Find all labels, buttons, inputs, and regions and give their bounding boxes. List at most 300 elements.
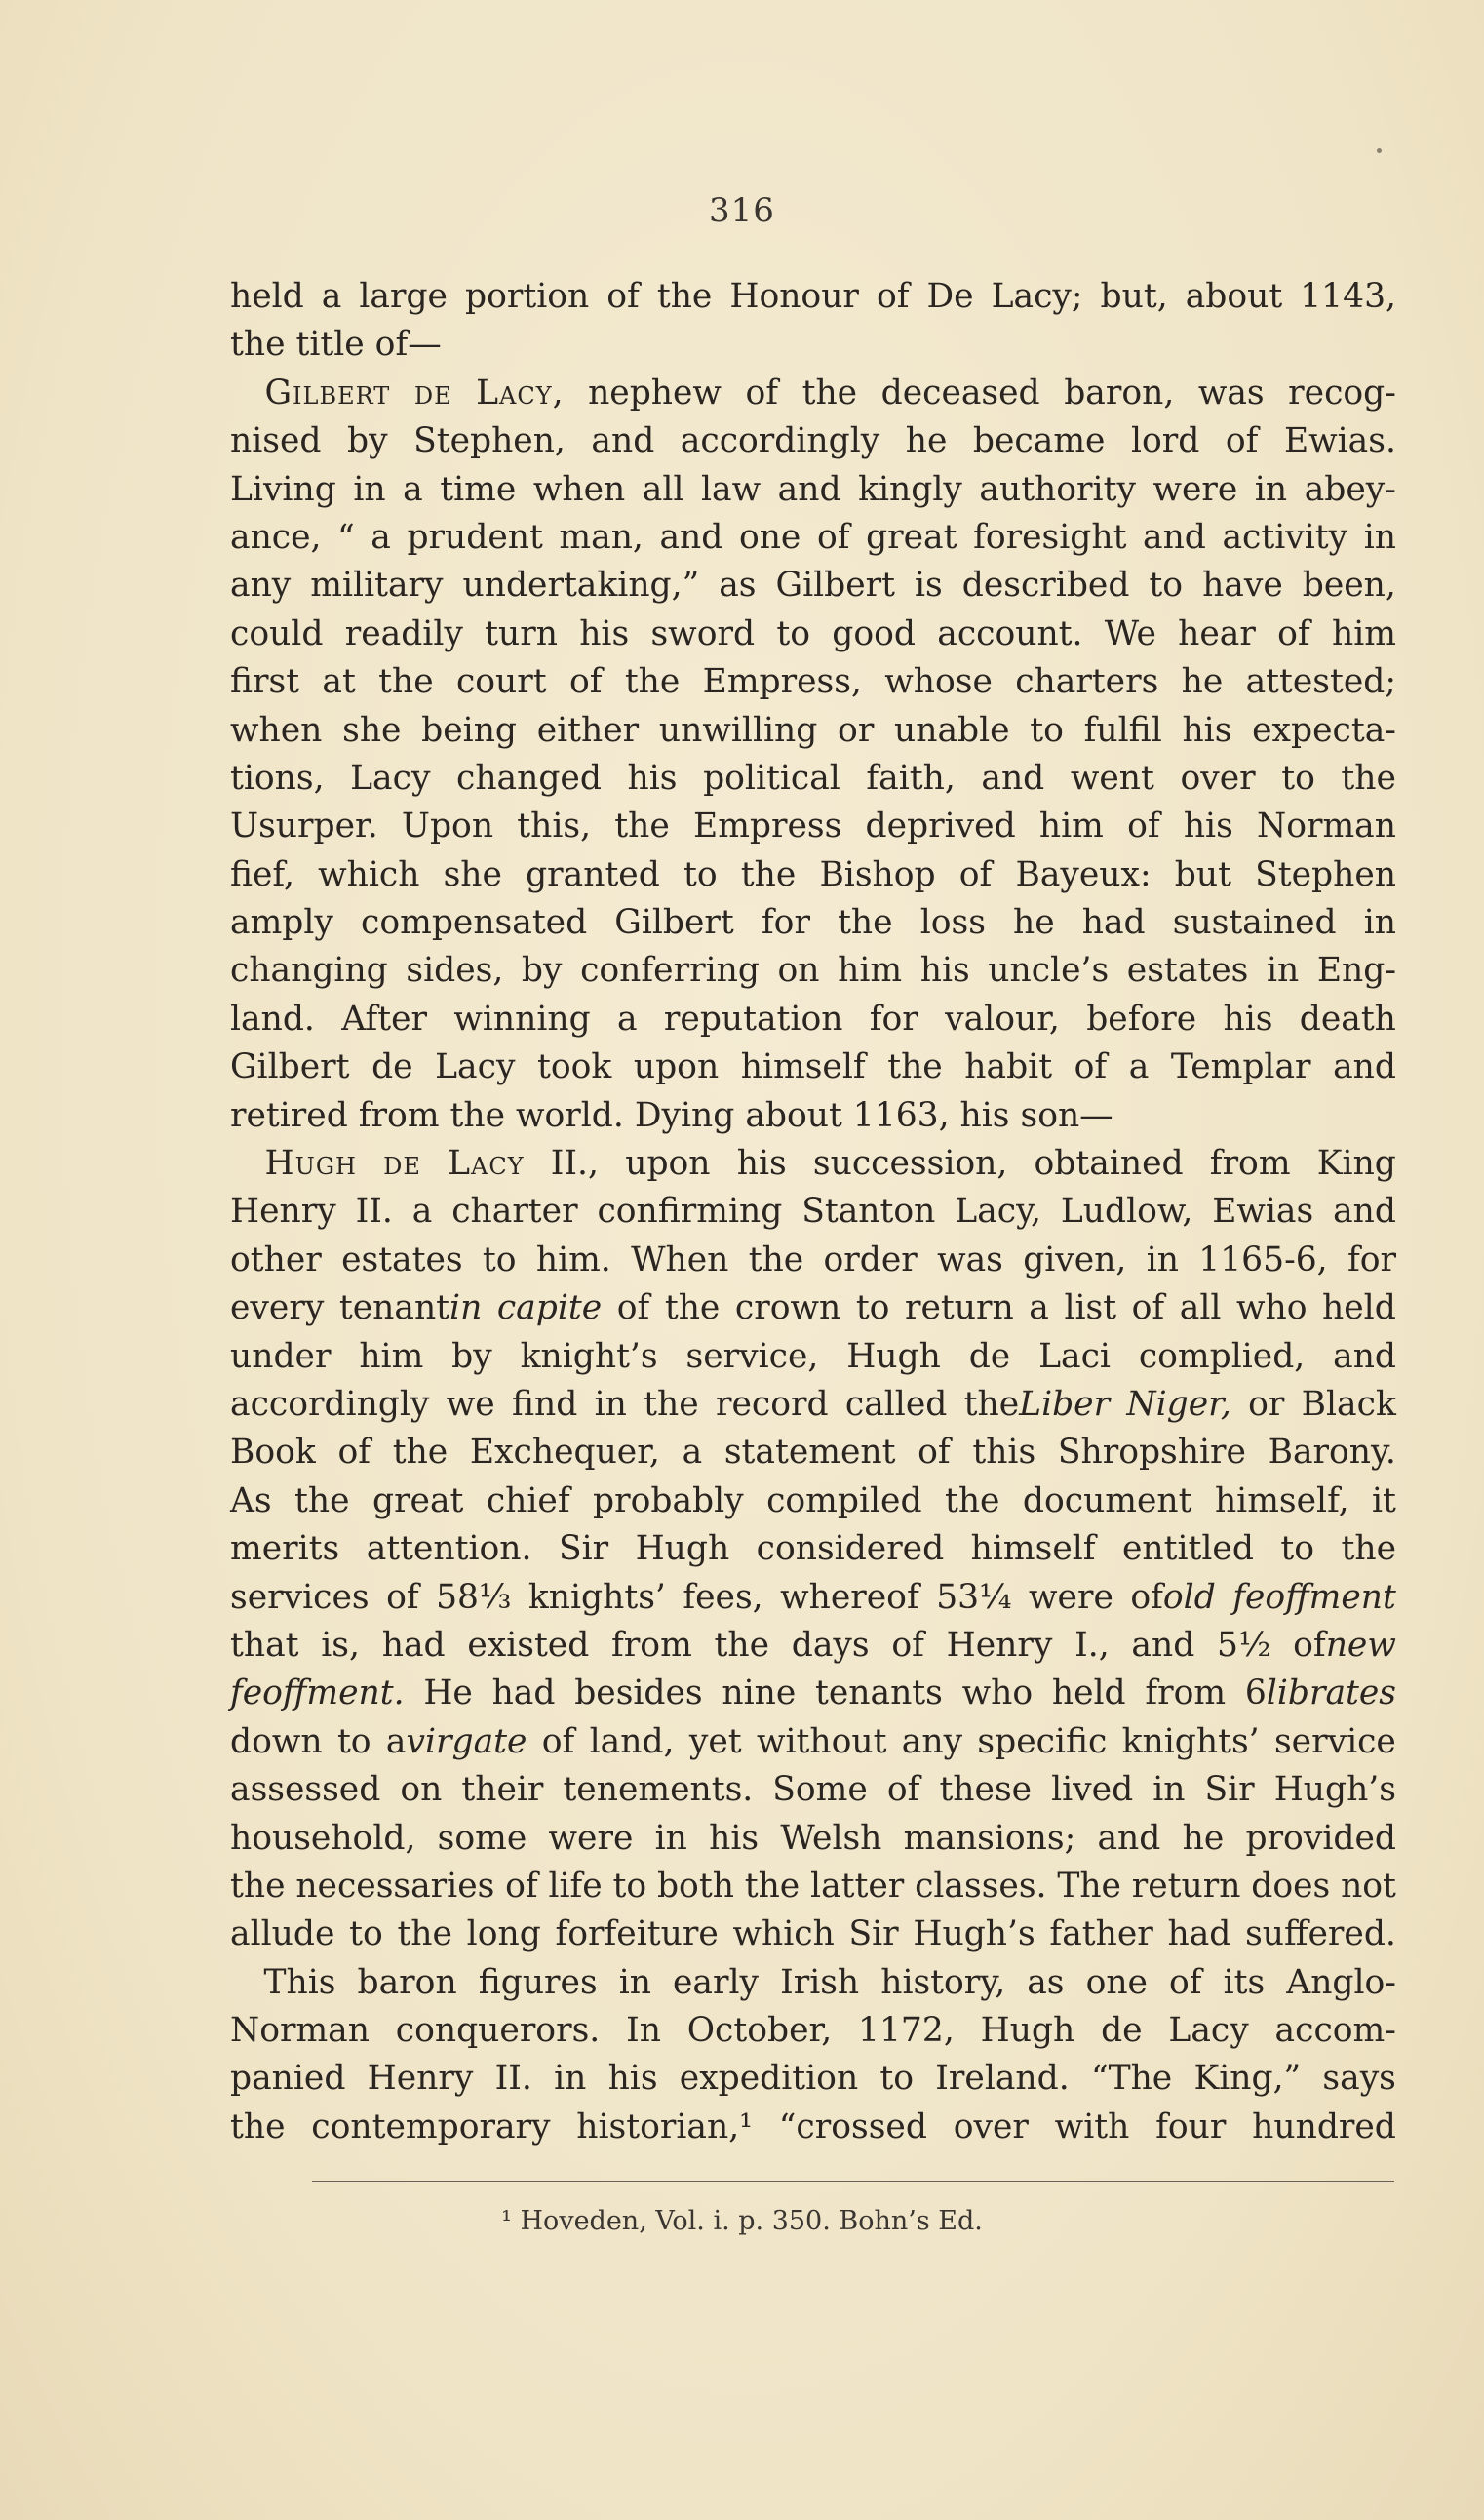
- word: Lacy;: [991, 277, 1083, 316]
- word: Bishop: [819, 854, 936, 894]
- word: yet: [688, 1721, 742, 1761]
- word: son—: [1020, 1095, 1113, 1135]
- word: his: [709, 1818, 760, 1858]
- word: Gilbert: [775, 566, 896, 606]
- word: Norman: [1257, 807, 1396, 847]
- word: The: [1057, 1866, 1121, 1906]
- word: upon: [625, 1144, 711, 1184]
- word: court: [455, 662, 547, 702]
- word: 53¼: [936, 1577, 1012, 1617]
- word: II.: [494, 2059, 532, 2099]
- word: feoffment.: [230, 1673, 405, 1713]
- word: had: [381, 1625, 446, 1665]
- word: Anglo-: [1286, 1962, 1396, 2002]
- word: from: [611, 1625, 692, 1665]
- word: became: [972, 421, 1106, 461]
- word: could: [230, 613, 324, 653]
- word: of: [1074, 1047, 1108, 1087]
- word: were: [1152, 469, 1238, 509]
- word: Ewias.: [1283, 421, 1396, 461]
- word: both: [656, 1866, 734, 1906]
- word: Black: [1301, 1384, 1396, 1424]
- word: Welsh: [780, 1818, 882, 1858]
- word: Gilbert: [614, 903, 734, 943]
- word: fees,: [683, 1577, 763, 1617]
- word: its: [1223, 1962, 1266, 2002]
- word: “The: [1090, 2059, 1173, 2099]
- text-line: [230, 273, 1396, 321]
- text-line: [230, 851, 1396, 899]
- word: of: [1277, 613, 1310, 653]
- word: nine: [722, 1673, 797, 1713]
- word: tenements.: [563, 1770, 754, 1810]
- word: the: [801, 373, 858, 413]
- word: to: [349, 1914, 383, 1954]
- word: a: [682, 1433, 703, 1473]
- word: find: [511, 1384, 578, 1424]
- word: portion: [465, 277, 590, 316]
- text-line: [230, 1188, 1396, 1236]
- word: and: [777, 469, 841, 509]
- word: Ludlow,: [1060, 1192, 1193, 1232]
- text-line: [230, 1670, 1396, 1717]
- word: 1172,: [858, 2011, 955, 2051]
- word: been,: [1302, 566, 1396, 606]
- word: prudent: [407, 517, 543, 557]
- word: upon: [633, 1047, 720, 1087]
- word: of: [505, 1866, 538, 1906]
- word: Ewias: [1212, 1192, 1314, 1232]
- word: amply: [230, 903, 333, 943]
- word: October,: [686, 2011, 833, 2051]
- word: to: [612, 1866, 647, 1906]
- word: Book: [230, 1433, 316, 1473]
- word: compensated: [361, 903, 588, 943]
- word: in: [618, 1962, 651, 2002]
- word: he: [1182, 1818, 1225, 1858]
- word: of—: [374, 325, 442, 365]
- word: held: [1051, 1673, 1126, 1713]
- word: his: [607, 2059, 658, 2099]
- word: the: [1341, 1529, 1396, 1569]
- word: expecta-: [1252, 710, 1396, 750]
- word: whereof: [780, 1577, 919, 1617]
- word: from: [1209, 1144, 1291, 1184]
- word: in: [1363, 517, 1396, 557]
- word: tenants: [815, 1673, 943, 1713]
- word: suffered.: [1245, 1914, 1396, 1954]
- word: the: [944, 1480, 1000, 1520]
- word: that: [230, 1625, 299, 1665]
- word: the: [294, 1480, 350, 1520]
- text-line: [230, 707, 1396, 755]
- word: Gilbert: [230, 1047, 350, 1087]
- text-line: [230, 1525, 1396, 1573]
- word: but,: [1100, 277, 1168, 316]
- word: uncle’s: [988, 951, 1110, 991]
- word: Templar: [1170, 1047, 1311, 1087]
- word: or: [838, 710, 875, 750]
- word: baron,: [1064, 373, 1175, 413]
- word: considered: [756, 1529, 945, 1569]
- word: down: [230, 1721, 323, 1761]
- word: assessed: [230, 1770, 381, 1810]
- word: Lacy,: [476, 373, 565, 413]
- word: 6librates: [1244, 1673, 1396, 1713]
- word: the: [230, 2107, 286, 2146]
- word: Henry: [367, 2059, 474, 2099]
- word: expedition: [679, 2059, 859, 2099]
- word: Upon: [401, 807, 494, 847]
- word: by: [346, 421, 388, 461]
- word: charter: [451, 1192, 578, 1232]
- word: forfeiture: [555, 1914, 719, 1954]
- word: about: [1185, 277, 1283, 316]
- word: necessaries: [295, 1866, 495, 1906]
- word: described: [961, 566, 1130, 606]
- word: had: [1081, 903, 1146, 943]
- word: Lacy: [1168, 2011, 1249, 2051]
- word: he: [905, 421, 948, 461]
- word: took: [537, 1047, 612, 1087]
- text-line: [230, 2055, 1396, 2103]
- word: him: [838, 951, 903, 991]
- text-line: [230, 2007, 1396, 2055]
- word: kingly: [858, 469, 962, 509]
- word: authority: [979, 469, 1136, 509]
- text-line: [230, 1910, 1396, 1958]
- word: tenantin: [338, 1288, 483, 1328]
- word: of: [958, 854, 993, 894]
- word: as: [719, 566, 757, 606]
- word: before: [1086, 999, 1197, 1039]
- word: his: [627, 758, 678, 798]
- word: Lacy: [435, 1047, 516, 1087]
- word: were: [548, 1818, 634, 1858]
- word: of: [616, 1288, 650, 1328]
- word: avirgate: [385, 1721, 527, 1761]
- word: After: [341, 999, 428, 1039]
- word: existed: [467, 1625, 590, 1665]
- word: and: [1131, 1625, 1195, 1665]
- word: In: [626, 2011, 661, 2051]
- word: 1165-6,: [1198, 1240, 1328, 1280]
- text-line: [230, 947, 1396, 995]
- word: all: [642, 469, 684, 509]
- word: undertaking,”: [462, 566, 700, 606]
- word: Gilbert: [230, 373, 391, 413]
- word: return: [1131, 1866, 1241, 1906]
- word: long: [466, 1914, 541, 1954]
- word: Irish: [780, 1962, 860, 2002]
- word: deprived: [865, 807, 1016, 847]
- word: not: [1341, 1866, 1396, 1906]
- word: “crossed: [778, 2107, 927, 2146]
- word: and: [591, 421, 655, 461]
- word: de: [413, 373, 452, 413]
- word: Hugh: [980, 2011, 1075, 2051]
- word: This: [230, 1962, 336, 2002]
- word: knights’: [527, 1577, 666, 1617]
- word: panied: [230, 2059, 346, 2099]
- word: one: [1085, 1962, 1148, 2002]
- text-line: [230, 1381, 1396, 1429]
- word: of: [1169, 1962, 1202, 2002]
- word: the: [644, 1384, 699, 1424]
- word: the: [1341, 758, 1396, 798]
- word: contemporary: [311, 2107, 551, 2146]
- word: conquerors.: [395, 2011, 601, 2051]
- word: in: [654, 1818, 687, 1858]
- word: King,”: [1193, 2059, 1302, 2099]
- text-line: [230, 1863, 1396, 1910]
- word: We: [1104, 613, 1156, 653]
- word: the: [656, 277, 713, 316]
- word: the: [664, 1288, 721, 1328]
- word: return: [905, 1288, 1014, 1328]
- word: in: [594, 1384, 627, 1424]
- text-line: [230, 514, 1396, 562]
- word: the: [740, 854, 797, 894]
- word: loss: [919, 903, 986, 943]
- word: list: [1064, 1288, 1117, 1328]
- word: had: [1167, 1914, 1231, 1954]
- word: of: [1127, 807, 1160, 847]
- text-line: [230, 1574, 1396, 1622]
- word: man,: [559, 517, 644, 557]
- word: fief,: [230, 854, 294, 894]
- word: ance,: [230, 517, 322, 557]
- text-line: [230, 996, 1396, 1043]
- word: Sir: [558, 1529, 609, 1569]
- word: him: [359, 1336, 424, 1376]
- word: to: [1149, 566, 1184, 606]
- text-line: [230, 610, 1396, 658]
- word: is,: [321, 1625, 360, 1665]
- text-line: [230, 466, 1396, 514]
- word: to: [683, 854, 718, 894]
- word: have: [1202, 566, 1283, 606]
- word: whose: [884, 662, 993, 702]
- word: on: [400, 1770, 443, 1810]
- word: valour,: [945, 999, 1060, 1039]
- word: Usurper.: [230, 807, 378, 847]
- word: which: [318, 854, 420, 894]
- word: allude: [230, 1914, 335, 1954]
- word: the: [714, 1625, 770, 1665]
- word: lived: [1051, 1770, 1134, 1810]
- word: Ireland.: [935, 2059, 1070, 2099]
- word: ofnew: [1293, 1625, 1396, 1665]
- word: went: [1070, 758, 1154, 798]
- word: Living: [230, 469, 336, 509]
- word: service,: [685, 1336, 819, 1376]
- word: the: [230, 325, 286, 365]
- word: is: [915, 566, 943, 606]
- word: was: [937, 1240, 1003, 1280]
- word: to: [482, 1240, 517, 1280]
- word: these: [939, 1770, 1033, 1810]
- word: some: [437, 1818, 527, 1858]
- word: from: [1145, 1673, 1227, 1713]
- word: theLiber: [963, 1384, 1111, 1424]
- word: Stephen: [1255, 854, 1396, 894]
- word: a: [403, 469, 423, 509]
- word: and: [1333, 1047, 1396, 1087]
- word: himself: [740, 1047, 866, 1087]
- word: he: [1181, 662, 1224, 702]
- text-line: [230, 755, 1396, 803]
- word: nephew: [588, 373, 722, 413]
- word: Lacy: [350, 758, 431, 798]
- word: Lacy,: [955, 1192, 1041, 1232]
- word: of: [876, 277, 910, 316]
- word: given,: [1023, 1240, 1127, 1280]
- word: history,: [880, 1962, 1006, 2002]
- word: in: [1363, 903, 1396, 943]
- word: complied,: [1138, 1336, 1306, 1376]
- word: turn: [485, 613, 558, 653]
- word: and: [1143, 517, 1206, 557]
- word: As: [230, 1480, 272, 1520]
- text-line: [230, 1429, 1396, 1477]
- word: the: [748, 1240, 804, 1280]
- word: in: [1254, 469, 1288, 509]
- word: or: [1248, 1384, 1285, 1424]
- word: latter: [810, 1866, 905, 1906]
- word: ofold: [1130, 1577, 1216, 1617]
- word: either: [536, 710, 640, 750]
- word: figures: [478, 1962, 598, 2002]
- word: his: [959, 1095, 1010, 1135]
- word: nised: [230, 421, 322, 461]
- footnote: ¹ Hoveden, Vol. i. p. 350. Bohn’s Ed.: [501, 2206, 983, 2236]
- word: by: [451, 1336, 492, 1376]
- word: law: [700, 469, 762, 509]
- word: good: [832, 613, 916, 653]
- word: Empress: [693, 807, 842, 847]
- word: their: [461, 1770, 544, 1810]
- word: was: [1197, 373, 1265, 413]
- text-line: [230, 1043, 1396, 1091]
- word: de: [371, 1047, 413, 1087]
- word: the: [230, 1866, 286, 1906]
- word: record: [715, 1384, 829, 1424]
- footnote-rule: [312, 2181, 1394, 2182]
- word: Honour: [729, 277, 859, 316]
- word: confirming: [597, 1192, 783, 1232]
- word: without: [756, 1721, 887, 1761]
- word: unwilling: [658, 710, 818, 750]
- word: II.: [355, 1192, 393, 1232]
- word: charters: [1015, 662, 1159, 702]
- word: Hugh: [635, 1529, 730, 1569]
- word: military: [310, 566, 444, 606]
- text-line: [230, 1477, 1396, 1525]
- word: four: [1155, 2107, 1227, 2146]
- word: the: [392, 1433, 449, 1473]
- word: besides: [574, 1673, 703, 1713]
- word: the: [887, 1047, 943, 1087]
- word: historian,¹: [576, 2107, 754, 2146]
- word: baron: [357, 1962, 457, 2002]
- word: He: [423, 1673, 473, 1713]
- word: political: [703, 758, 840, 798]
- word: specific: [977, 1721, 1108, 1761]
- word: conferring: [580, 951, 760, 991]
- word: with: [1054, 2107, 1130, 2146]
- word: accordingly: [230, 1384, 430, 1424]
- word: in: [554, 2059, 587, 2099]
- word: “: [337, 517, 355, 557]
- word: unable: [894, 710, 1010, 750]
- word: to: [1030, 710, 1064, 750]
- word: on: [777, 951, 820, 991]
- word: of: [816, 517, 850, 557]
- word: sustained: [1172, 903, 1337, 943]
- word: faith,: [866, 758, 956, 798]
- word: any: [230, 566, 292, 606]
- word: to: [336, 1721, 371, 1761]
- word: from: [358, 1095, 440, 1135]
- word: had: [491, 1673, 556, 1713]
- word: over: [953, 2107, 1029, 2146]
- word: one: [738, 517, 801, 557]
- word: classes.: [915, 1866, 1047, 1906]
- word: to: [855, 1288, 890, 1328]
- word: services: [230, 1577, 370, 1617]
- word: his: [1183, 807, 1233, 847]
- word: lord: [1130, 421, 1200, 461]
- word: other: [230, 1240, 322, 1280]
- word: Some: [772, 1770, 868, 1810]
- word: the: [449, 1095, 506, 1135]
- word: Exchequer,: [469, 1433, 660, 1473]
- word: Bayeux:: [1015, 854, 1152, 894]
- word: his: [919, 951, 970, 991]
- word: Stephen,: [413, 421, 566, 461]
- page-number: 316: [709, 191, 775, 230]
- word: retired: [230, 1095, 348, 1135]
- word: who: [1235, 1288, 1308, 1328]
- word: to: [1281, 758, 1315, 798]
- word: attested;: [1245, 662, 1396, 702]
- word: called: [844, 1384, 948, 1424]
- word: for: [869, 999, 918, 1039]
- word: to: [1280, 1529, 1315, 1569]
- word: Hugh: [846, 1336, 941, 1376]
- word: it: [1372, 1480, 1396, 1520]
- text-line: [230, 803, 1396, 850]
- word: Shropshire: [1057, 1433, 1246, 1473]
- word: and: [1333, 1192, 1396, 1232]
- word: readily: [344, 613, 463, 653]
- word: this: [972, 1433, 1036, 1473]
- word: and: [981, 758, 1045, 798]
- text-line: [230, 417, 1396, 465]
- word: and: [1333, 1336, 1396, 1376]
- text-line: [230, 1766, 1396, 1814]
- word: land,: [589, 1721, 675, 1761]
- word: himself: [970, 1529, 1096, 1569]
- text-line: [230, 1815, 1396, 1863]
- word: his: [1223, 999, 1273, 1039]
- word: activity: [1222, 517, 1348, 557]
- text-line: [230, 562, 1396, 610]
- word: every: [230, 1288, 325, 1328]
- word: compiled: [766, 1480, 922, 1520]
- word: Eng-: [1316, 951, 1396, 991]
